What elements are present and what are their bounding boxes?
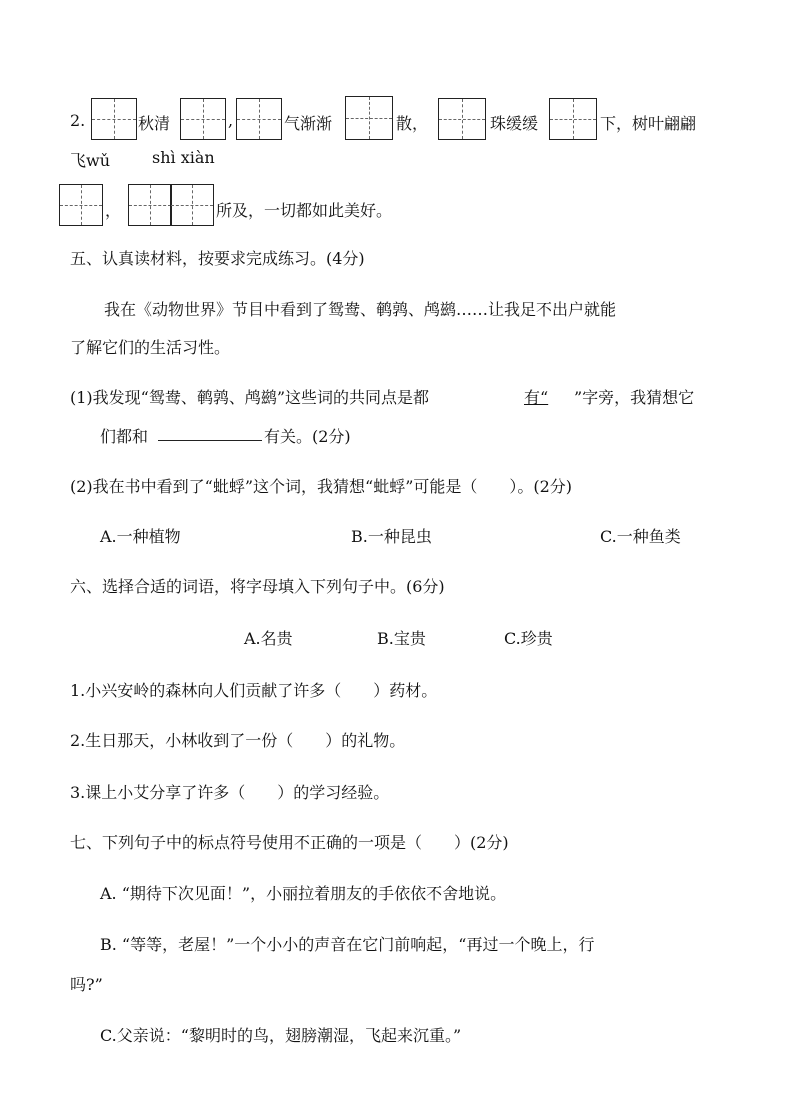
question-text: 有关。(2分) xyxy=(264,427,351,446)
question-text: (2)我在书中看到了“蚍蜉”这个词，我猜想“蚍蜉”可能是（ ）。(2分) xyxy=(70,477,573,496)
q4-text: , xyxy=(228,111,234,130)
section-heading: 七、下列句子中的标点符号使用不正确的一项是（ ）(2分) xyxy=(70,833,509,852)
answer-fill[interactable]: 有“ xyxy=(524,388,549,407)
option-c[interactable]: C.父亲说：“黎明时的鸟，翅膀潮湿，飞起来沉重。” xyxy=(100,1026,462,1045)
word-option-b: B.宝贵 xyxy=(377,629,426,648)
char-box[interactable] xyxy=(128,184,172,226)
q4-text: 秋清 xyxy=(138,114,171,133)
char-box[interactable] xyxy=(170,184,214,226)
option-c[interactable]: C.一种鱼类 xyxy=(600,527,681,546)
q4-text: 所及，一切都如此美好。 xyxy=(216,201,393,220)
paragraph-line: 了解它们的生活习性。 xyxy=(70,338,231,357)
option-b-cont: 吗?” xyxy=(70,975,103,994)
section-heading: 六、选择合适的词语，将字母填入下列句子中。(6分) xyxy=(70,577,445,596)
word-option-a: A.名贵 xyxy=(244,629,293,648)
char-box[interactable] xyxy=(236,98,282,140)
q4-text: 气渐渐 xyxy=(284,114,333,133)
q4-text: ， xyxy=(105,201,122,220)
pinyin: shì xiàn xyxy=(152,148,215,167)
option-a[interactable]: A.一种植物 xyxy=(100,527,181,546)
question-text: 们都和 xyxy=(100,427,149,446)
char-box[interactable] xyxy=(59,184,103,226)
char-box[interactable] xyxy=(549,98,597,140)
char-box[interactable] xyxy=(180,98,226,140)
question-text: ”字旁，我猜想它 xyxy=(574,388,695,407)
pinyin: 飞wǔ xyxy=(70,151,111,170)
char-box[interactable] xyxy=(438,98,486,140)
char-box[interactable] xyxy=(345,96,393,140)
fill-item: 1.小兴安岭的森林向人们贡献了许多（ ）药材。 xyxy=(70,681,438,700)
fill-item: 2.生日那天，小林收到了一份（ ）的礼物。 xyxy=(70,731,406,750)
section-heading: 五、认真读材料，按要求完成练习。(4分) xyxy=(70,249,365,268)
fill-item: 3.课上小艾分享了许多（ ）的学习经验。 xyxy=(70,783,390,802)
paragraph-line: 我在《动物世界》节目中看到了鸳鸯、鹌鹑、鸬鹚……让我足不出户就能 xyxy=(104,300,617,319)
q4-text: 下，树叶翩翩 xyxy=(600,114,697,133)
question-text: (1)我发现“鸳鸯、鹌鹑、鸬鹚”这些词的共同点是都 xyxy=(70,388,430,407)
q4-text: 散， xyxy=(396,114,429,133)
option-b[interactable]: B. “等等，老屋！”一个小小的声音在它门前响起，“再过一个晚上，行 xyxy=(100,935,595,954)
q4-item-number: 2. xyxy=(70,111,86,130)
char-box[interactable] xyxy=(91,98,137,140)
word-option-c: C.珍贵 xyxy=(504,629,553,648)
option-b[interactable]: B.一种昆虫 xyxy=(351,527,432,546)
q4-text: 珠缓缓 xyxy=(490,114,539,133)
option-a[interactable]: A. “期待下次见面！”，小丽拉着朋友的手依依不舍地说。 xyxy=(100,884,507,903)
answer-blank[interactable] xyxy=(158,440,262,441)
